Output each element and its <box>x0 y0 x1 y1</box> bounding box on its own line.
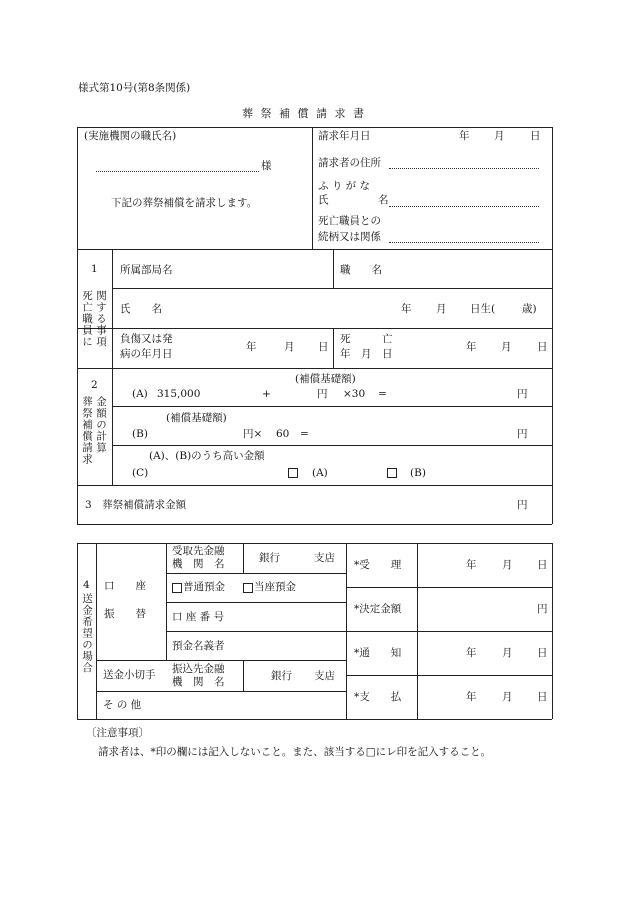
notice-label: *通 知 <box>354 647 402 659</box>
death-day: 日 <box>537 341 548 353</box>
form-number: 様式第10号(第8条関係) <box>78 82 191 94</box>
b-60: 60 <box>276 428 290 440</box>
a-amount: 315,000 <box>157 388 201 400</box>
money-order-label: 送金小切手 <box>103 669 156 681</box>
b-result-yen: 円 <box>517 428 528 440</box>
section-1-number: 1 <box>91 263 98 275</box>
injury-month: 月 <box>284 341 295 353</box>
death-year: 年 <box>466 341 477 353</box>
notice-month: 月 <box>502 647 513 659</box>
notice-year: 年 <box>466 647 477 659</box>
birth-year: 年 <box>401 303 412 315</box>
b-label: (B) <box>132 428 148 440</box>
injury-label-2: 病の年月日 <box>120 348 173 360</box>
other-label: そ の 他 <box>103 699 142 711</box>
date-month: 月 <box>494 130 505 142</box>
a-result-yen: 円 <box>517 388 528 400</box>
ordinary-deposit-label: 普通預金 <box>183 581 225 593</box>
transfer-label-2: 機 関 名 <box>172 676 225 688</box>
relation-field[interactable] <box>389 242 539 243</box>
injury-label-1: 負傷又は発 <box>120 333 173 345</box>
claim-amount-yen: 円 <box>517 499 528 511</box>
bank-label-2: 機 関 名 <box>172 558 225 570</box>
a-yen: 円 <box>317 388 328 400</box>
notes-text: 請求者は、*印の欄には記入しないこと。また、該当する□にレ印を記入すること。 <box>98 746 492 758</box>
a-basis-label: (補償基礎額) <box>295 373 356 385</box>
injury-year: 年 <box>246 341 257 353</box>
bank-unit: 銀行 <box>259 552 280 564</box>
branch-unit: 支店 <box>314 552 335 564</box>
receipt-year: 年 <box>466 559 477 571</box>
ordinary-deposit-checkbox[interactable] <box>172 583 182 593</box>
payment-label: *支 払 <box>354 691 402 703</box>
account-label-1: 口 座 <box>104 580 146 592</box>
option-a-label: (A) <box>312 467 328 479</box>
decided-amount-label: *決定金額 <box>354 603 402 615</box>
age-label: 歳) <box>522 303 537 315</box>
request-text: 下記の葬祭補償を請求します。 <box>111 197 258 209</box>
section-4-number: 4 <box>83 579 90 591</box>
injury-day: 日 <box>318 341 329 353</box>
b-basis-label: (補償基礎額) <box>166 412 227 424</box>
name-label-1: 氏 <box>318 194 329 206</box>
payment-day: 日 <box>537 691 548 703</box>
bank-label-1: 受取先金融 <box>172 545 225 557</box>
payment-year: 年 <box>466 691 477 703</box>
death-label-2: 年 月 日 <box>340 348 393 360</box>
death-label-1: 死 亡 <box>340 333 393 345</box>
birth-month: 月 <box>436 303 447 315</box>
relation-label-1: 死亡職員との <box>318 215 381 227</box>
name-field[interactable] <box>389 206 539 207</box>
receipt-month: 月 <box>502 559 513 571</box>
name-label-2: 名 <box>378 194 389 206</box>
current-deposit-checkbox[interactable] <box>243 583 253 593</box>
a-plus: + <box>262 388 271 400</box>
notice-day: 日 <box>537 647 548 659</box>
option-b-checkbox[interactable] <box>387 468 397 478</box>
address-label: 請求者の住所 <box>318 157 381 169</box>
post-label: 職 名 <box>340 264 382 276</box>
addressee-line[interactable] <box>96 171 259 172</box>
sama-label: 様 <box>261 160 272 172</box>
section-2-number: 2 <box>91 379 98 391</box>
relation-label-2: 続柄又は関係 <box>318 231 381 243</box>
furigana-label: ふ り が な <box>318 180 371 192</box>
b-equals: = <box>300 428 309 440</box>
date-year: 年 <box>459 130 470 142</box>
payment-month: 月 <box>502 691 513 703</box>
claim-amount-label: 3 葬祭補償請求金額 <box>85 499 187 511</box>
c-label: (C) <box>132 467 149 479</box>
decided-amount-yen: 円 <box>537 603 548 615</box>
dept-label: 所属部局名 <box>120 264 173 276</box>
addressee-label: (実施機関の職氏名) <box>84 130 177 142</box>
transfer-bank-unit: 銀行 <box>271 670 292 682</box>
section-2-vertical-left: 金額の計算 <box>95 396 107 454</box>
c-text: (A)、(B)のうち高い金額 <box>149 450 265 462</box>
section-1-vertical-left: 関する事項 <box>95 290 107 348</box>
option-a-checkbox[interactable] <box>288 468 298 478</box>
a-label: (A) <box>132 388 148 400</box>
section-4-vertical: 送金希望の場合 <box>81 593 93 674</box>
current-deposit-label: 当座預金 <box>254 581 296 593</box>
a-equals: = <box>378 388 387 400</box>
deceased-name-label: 氏 名 <box>120 303 162 315</box>
account-number-label: 口 座 番 号 <box>172 611 225 623</box>
section-2-vertical-right: 葬祭補償請求 <box>81 396 93 465</box>
receipt-label: *受 理 <box>354 559 402 571</box>
account-holder-label: 預金名義者 <box>172 640 225 652</box>
birth-day: 日生( <box>470 303 496 315</box>
notes-heading: 〔注意事項〕 <box>86 727 149 739</box>
b-yen: 円× <box>243 428 263 440</box>
date-day: 日 <box>530 130 541 142</box>
receipt-day: 日 <box>537 559 548 571</box>
transfer-label-1: 振込先金融 <box>172 663 225 675</box>
transfer-branch-unit: 支店 <box>314 670 335 682</box>
form-title: 葬 祭 補 償 請 求 書 <box>242 107 366 120</box>
death-month: 月 <box>501 341 512 353</box>
address-field[interactable] <box>389 168 539 169</box>
account-label-2: 振 替 <box>104 608 146 620</box>
date-label: 請求年月日 <box>318 130 371 142</box>
a-times: ×30 <box>343 388 366 400</box>
option-b-label: (B) <box>410 467 426 479</box>
section-1-vertical-right: 死亡職員に <box>81 290 93 348</box>
